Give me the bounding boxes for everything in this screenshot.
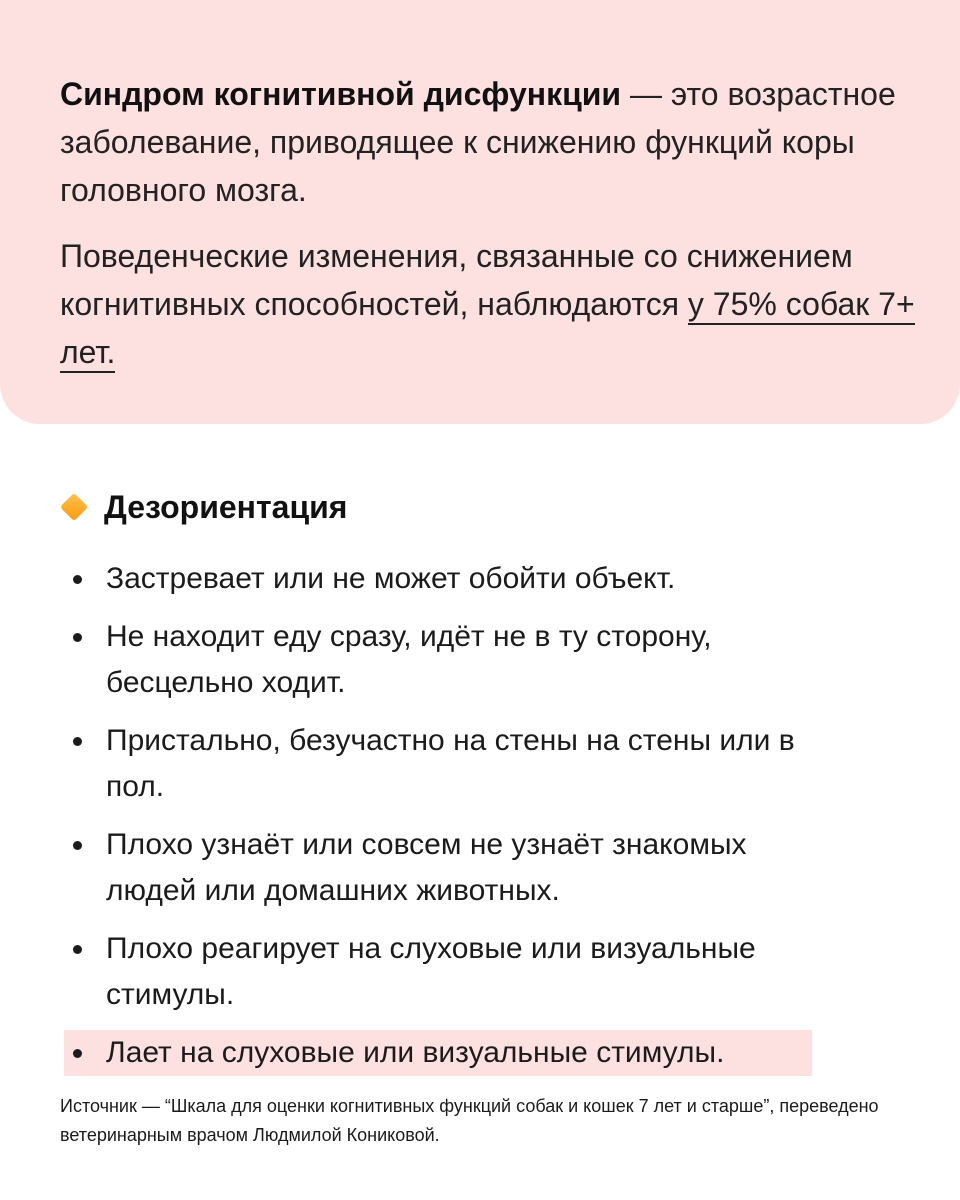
list-item-text: Пристально, безучастно на стены на стены или в пол. [106, 724, 795, 803]
list-item-highlighted [64, 1030, 812, 1076]
list-item [60, 926, 866, 1018]
orange-diamond-icon [60, 493, 88, 521]
list-item [60, 822, 806, 914]
list-item-text: Плохо узнаёт или совсем не узнаёт знакомых людей или домашних животных. [106, 828, 747, 907]
bullet-icon [73, 841, 82, 850]
list-item [60, 614, 806, 706]
section-header [60, 482, 920, 532]
bullet-icon [73, 945, 82, 954]
list-item [60, 718, 796, 810]
list-item [60, 556, 920, 602]
section-title: Дезориентация [104, 488, 348, 525]
disorientation-section [60, 482, 920, 1088]
behavior-paragraph [60, 232, 920, 376]
list-item-text: Лает на слуховые или визуальные стимулы. [106, 1036, 725, 1069]
intro-text [60, 70, 920, 376]
behavior-stat: у 75% собак 7+ лет. [60, 286, 915, 373]
list-item-text: Не находит еду сразу, идёт не в ту сторону, бесцельно ходит. [106, 620, 712, 699]
bullet-icon [73, 633, 82, 642]
bullet-icon [73, 575, 82, 584]
bullet-icon [73, 1049, 82, 1058]
list-item-text: Застревает или не может обойти объект. [106, 562, 676, 595]
symptom-list [60, 556, 920, 1076]
list-item-text: Плохо реагирует на слуховые или визуальные стимулы. [106, 932, 756, 1011]
source-note: Источник — “Шкала для оценки когнитивных функций собак и кошек 7 лет и старше”, переведено ветеринарным врачом Людмилой Кониковой. [60, 1096, 879, 1145]
definition-text: — это возрастное заболевание, приводящее к снижению функций коры головного мозга. [60, 76, 896, 208]
behavior-text: Поведенческие изменения, связанные со снижением когнитивных способностей, наблюдаются [60, 238, 853, 322]
definition-paragraph [60, 70, 920, 214]
bullet-icon [73, 737, 82, 746]
definition-term: Синдром когнитивной дисфункции [60, 76, 622, 112]
